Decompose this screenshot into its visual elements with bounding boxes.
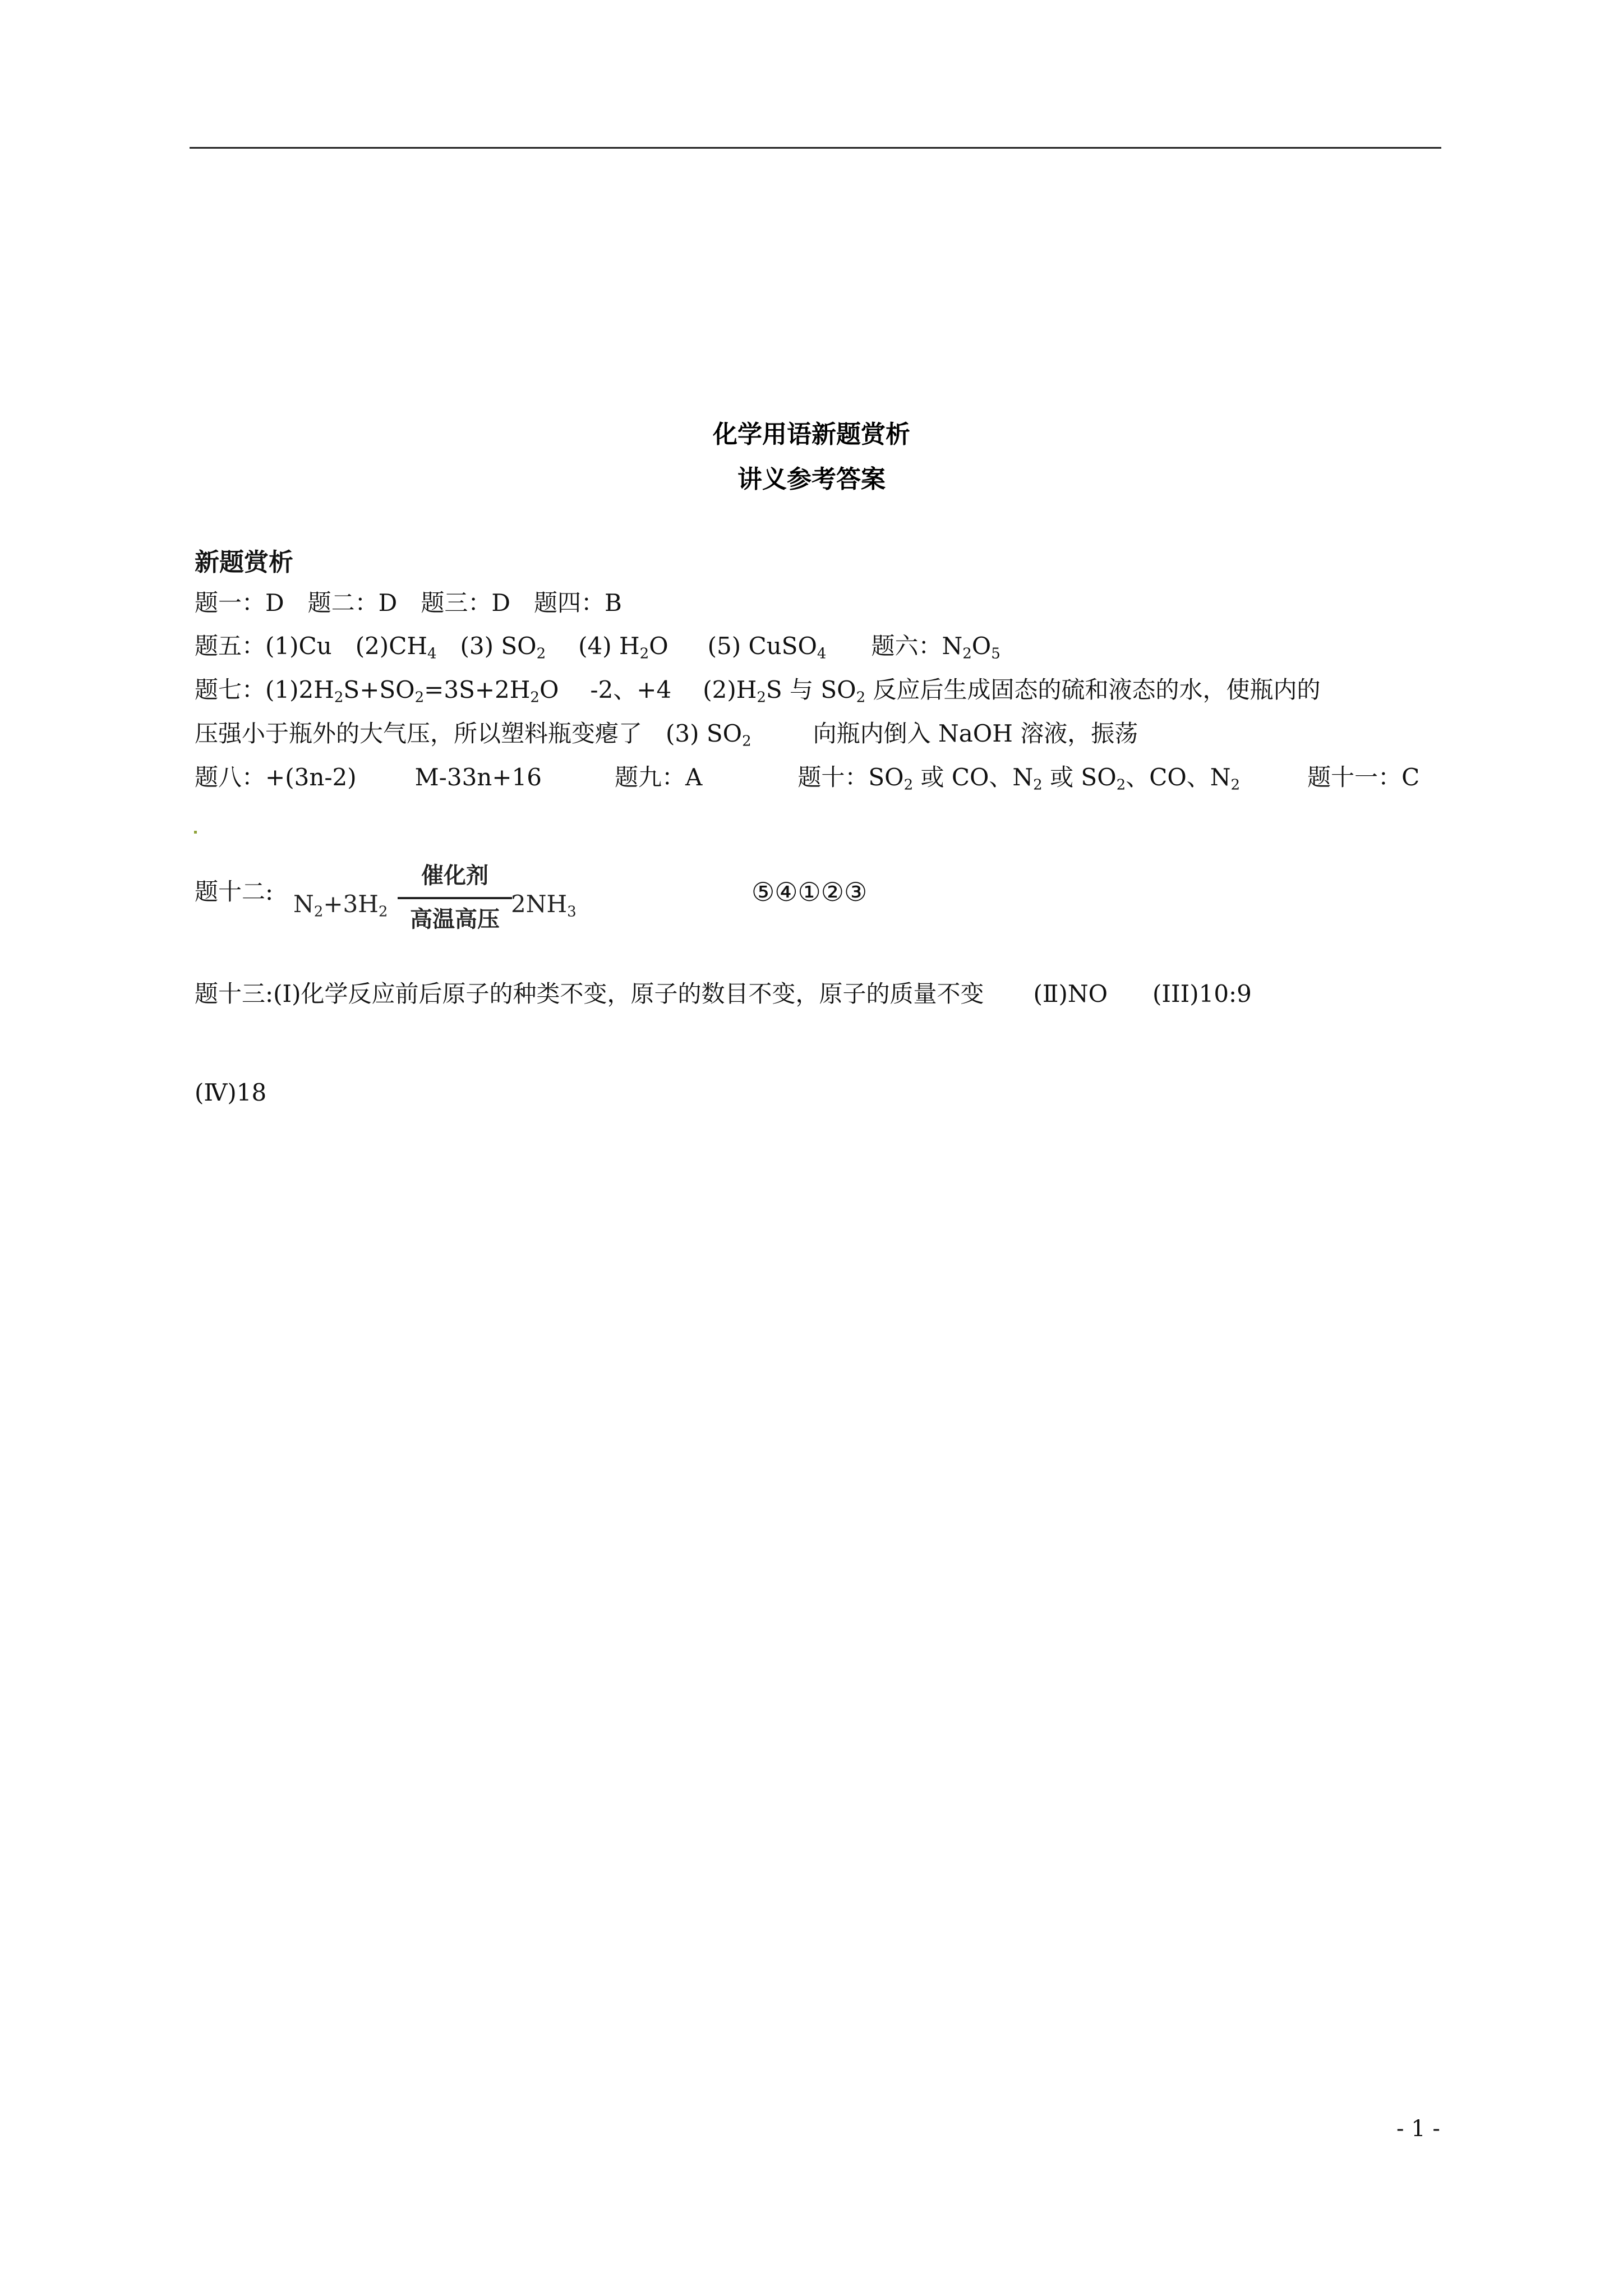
answer-line-q7-a <box>195 673 1321 707</box>
q7-part2-cont: 压强小于瓶外的大气压，所以塑料瓶变瘪了 <box>195 720 643 747</box>
q8-label: 题八： <box>195 763 266 791</box>
answer-line-q5-q6 <box>195 629 1000 663</box>
answer-line-q8-q11 <box>195 761 1419 794</box>
q5-part1: (1)Cu <box>265 632 332 660</box>
equation-bar <box>398 897 512 899</box>
page-number: - 1 - <box>1396 2116 1440 2142</box>
q13-label: 题十三: <box>195 980 274 1007</box>
document-title: 化学用语新题赏析 <box>713 420 910 449</box>
q13-part4: (Ⅳ)18 <box>195 1079 267 1106</box>
answers-q1-q4: 题一：D 题二：D 题三：D 题四：B <box>195 589 622 616</box>
q13-part2: (Ⅱ)NO <box>1033 980 1108 1007</box>
q13-part1: (Ⅰ)化学反应前后原子的种类不变，原子的数目不变，原子的质量不变 <box>273 980 984 1007</box>
q7-label: 题七： <box>195 676 266 703</box>
q7-part3: (3) $SO_2$ <box>666 720 751 750</box>
answer-line-q7-b <box>195 717 1138 751</box>
q12-order: ⑤④①②③ <box>751 877 868 907</box>
q7-part3-method: 向瓶内倒入 NaOH 溶液，振荡 <box>813 720 1138 747</box>
q6-answer: $N_2O_5$ <box>942 632 1000 662</box>
stray-dot-mark <box>194 831 197 834</box>
q5-part3: (3) $SO_2$ <box>460 632 546 662</box>
q11-answer: 题十一：C <box>1307 763 1420 791</box>
q12-equation <box>293 862 579 936</box>
q5-label: 题五： <box>195 632 266 660</box>
document-subtitle: 讲义参考答案 <box>737 465 886 494</box>
q7-part2: $(2)H_2S$ 与 $SO_2$ 反应后生成固态的硫和液态的水，使瓶内的 <box>703 676 1321 706</box>
title-block <box>0 412 1623 502</box>
q9-answer: 题九：A <box>615 763 703 791</box>
q5-part4: (4) $H_2O$ <box>578 632 668 662</box>
q10-label: 题十： <box>797 763 869 791</box>
q7-equation: $(1)2H_2S+SO_2=3S+2H_2O$ <box>265 676 559 706</box>
q8-answer-b: M-33n+16 <box>414 763 542 791</box>
answer-line-q13-cont <box>195 1076 266 1110</box>
q7-valence: -2、+4 <box>590 676 672 703</box>
equation-catalyst: 催化剂 <box>421 863 488 889</box>
q6-label: 题六： <box>871 632 942 660</box>
q13-part3: (III)10:9 <box>1152 980 1252 1007</box>
q8-answer-a: +(3n-2) <box>265 763 357 791</box>
q5-part2: $(2)CH_4$ <box>355 632 437 662</box>
equation-conditions: 高温高压 <box>410 907 500 932</box>
q12-label: 题十二: <box>195 878 274 905</box>
answer-line-q1-q4 <box>195 586 622 620</box>
header-rule <box>190 147 1441 149</box>
section-heading: 新题赏析 <box>195 548 293 577</box>
equation-reactants: $N_2+3H_2$ <box>293 890 388 921</box>
answer-line-q13 <box>195 977 1252 1011</box>
equation-products: $2NH_3$ <box>511 890 577 921</box>
q10-answer: $SO_2$ 或 CO、$N_2$ 或 $SO_2$、CO、$N_2$ <box>868 763 1241 794</box>
q5-part5: (5) CuSO$_4$ <box>707 632 827 662</box>
answer-line-q12 <box>195 875 273 909</box>
